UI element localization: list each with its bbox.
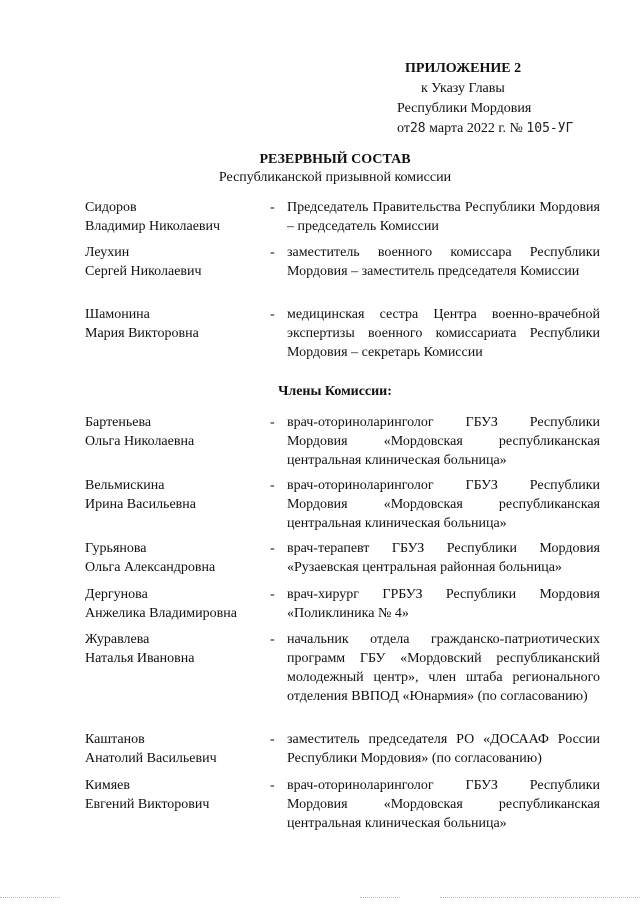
surname: Шамонина bbox=[85, 307, 150, 322]
surname: Вельмискина bbox=[85, 478, 165, 493]
surname: Сидоров bbox=[85, 200, 137, 215]
given-names: Евгений Викторович bbox=[85, 797, 210, 812]
given-names: Анжелика Владимировна bbox=[85, 606, 237, 621]
members-heading: Члены Комиссии: bbox=[278, 384, 392, 399]
dash: - bbox=[270, 200, 275, 215]
dash: - bbox=[270, 541, 275, 556]
appendix-block bbox=[397, 59, 607, 139]
person-role: врач-оториноларинголог ГБУЗ Республики Мордовия «Мордовская республиканская центральная клиническая больница» bbox=[287, 415, 600, 468]
scan-artifact bbox=[360, 897, 400, 899]
person-name bbox=[85, 539, 265, 577]
dash: - bbox=[270, 587, 275, 602]
given-names: Наталья Ивановна bbox=[85, 651, 195, 666]
person-name bbox=[85, 730, 265, 768]
dash: - bbox=[270, 478, 275, 493]
date-rest: марта 2022 г. № bbox=[425, 121, 527, 136]
appendix-line-decree: к Указу Главы bbox=[421, 81, 505, 96]
person-role: врач-оториноларинголог ГБУЗ Республики Мордовия «Мордовская республиканская центральная клиническая больница» bbox=[287, 478, 600, 531]
given-names: Ольга Александровна bbox=[85, 560, 216, 575]
given-names: Ольга Николаевна bbox=[85, 434, 195, 449]
dash: - bbox=[270, 415, 275, 430]
surname: Леухин bbox=[85, 245, 130, 260]
given-names: Ирина Васильевна bbox=[85, 497, 196, 512]
person-role: Председатель Правительства Республики Мордовия – председатель Комиссии bbox=[287, 200, 600, 234]
surname: Гурьянова bbox=[85, 541, 147, 556]
surname: Кимяев bbox=[85, 778, 130, 793]
person-name bbox=[85, 585, 265, 623]
person-name bbox=[85, 198, 265, 236]
person-name bbox=[85, 630, 265, 668]
appendix-line-republic: Республики Мордовия bbox=[397, 101, 532, 116]
surname: Дергунова bbox=[85, 587, 148, 602]
document-subtitle: Республиканской призывной комиссии bbox=[218, 170, 452, 185]
given-names: Мария Викторовна bbox=[85, 326, 199, 341]
person-role: врач-терапевт ГБУЗ Республики Мордовия «Рузаевская центральная районная больница» bbox=[287, 541, 600, 575]
handwritten-day: 28 bbox=[409, 121, 426, 136]
handwritten-number: 105-УГ bbox=[526, 121, 574, 136]
date-prefix: от bbox=[397, 121, 410, 136]
person-role: начальник отдела гражданско-патриотических программ ГБУ «Мордовский республиканский молодежный центр», член штаба регионального отделения ВВПОД «Юнармия» (по согласованию) bbox=[287, 632, 600, 704]
person-name bbox=[85, 776, 265, 814]
dash: - bbox=[270, 307, 275, 322]
person-role: врач-оториноларинголог ГБУЗ Республики Мордовия «Мордовская республиканская центральная клиническая больница» bbox=[287, 778, 600, 831]
person-name bbox=[85, 305, 265, 343]
given-names: Анатолий Васильевич bbox=[85, 751, 217, 766]
dash: - bbox=[270, 245, 275, 260]
scan-artifact bbox=[440, 897, 640, 899]
surname: Каштанов bbox=[85, 732, 145, 747]
person-role: врач-хирург ГРБУЗ Республики Мордовия «Поликлиника № 4» bbox=[287, 587, 600, 621]
scan-artifact bbox=[0, 897, 60, 899]
person-name bbox=[85, 476, 265, 514]
person-name bbox=[85, 413, 265, 451]
appendix-date-line bbox=[397, 119, 607, 139]
dash: - bbox=[270, 732, 275, 747]
given-names: Владимир Николаевич bbox=[85, 219, 221, 234]
person-role: заместитель председателя РО «ДОСААФ России Республики Мордовия» (по согласованию) bbox=[287, 732, 600, 766]
surname: Бартеньева bbox=[85, 415, 152, 430]
given-names: Сергей Николаевич bbox=[85, 264, 202, 279]
person-name bbox=[85, 243, 265, 281]
dash: - bbox=[270, 778, 275, 793]
person-role: заместитель военного комиссара Республики Мордовия – заместитель председателя Комиссии bbox=[287, 245, 600, 279]
person-role: медицинская сестра Центра военно-врачебной экспертизы военного комиссариата Республики Мордовия – секретарь Комиссии bbox=[287, 307, 600, 360]
appendix-title: ПРИЛОЖЕНИЕ 2 bbox=[405, 61, 522, 76]
dash: - bbox=[270, 632, 275, 647]
document-title: РЕЗЕРВНЫЙ СОСТАВ bbox=[259, 152, 411, 167]
surname: Журавлева bbox=[85, 632, 150, 647]
